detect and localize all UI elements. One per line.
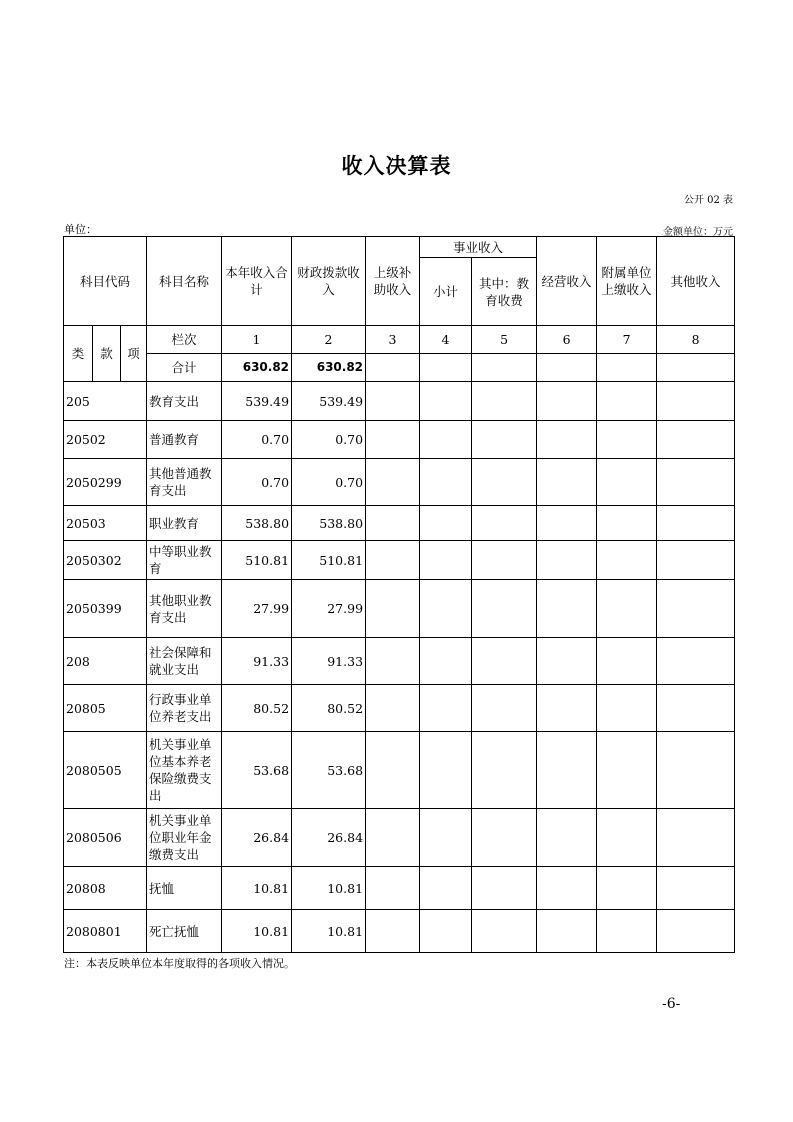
footnote: 注：本表反映单位本年度取得的各项收入情况。	[64, 957, 295, 970]
row-code: 2080505	[64, 732, 147, 809]
empty-cell	[537, 685, 597, 732]
row-name: 死亡抚恤	[147, 910, 222, 953]
empty-cell	[657, 421, 735, 459]
empty-cell	[657, 809, 735, 867]
empty-cell	[657, 459, 735, 506]
empty-cell	[657, 867, 735, 910]
row-total: 80.52	[222, 685, 292, 732]
empty-cell	[420, 459, 472, 506]
table-row	[64, 421, 735, 459]
empty-cell	[537, 382, 597, 421]
table-row	[64, 382, 735, 421]
empty-cell	[657, 732, 735, 809]
col-number: 2	[292, 326, 366, 354]
col-number: 4	[420, 326, 472, 354]
row-fiscal: 539.49	[292, 382, 366, 421]
income-table	[63, 236, 735, 953]
header-item: 项	[121, 326, 147, 382]
empty-cell	[420, 809, 472, 867]
header-education-fees: 其中：教育收费	[472, 258, 537, 326]
row-total: 53.68	[222, 732, 292, 809]
row-code: 205	[64, 382, 147, 421]
row-total: 10.81	[222, 910, 292, 953]
empty-cell	[420, 867, 472, 910]
empty-cell	[597, 809, 657, 867]
empty-cell	[597, 867, 657, 910]
row-code: 2050302	[64, 541, 147, 580]
table-row	[64, 459, 735, 506]
table-code: 公开 02 表	[683, 195, 733, 206]
column-index-label: 栏次	[147, 326, 222, 354]
empty-cell	[597, 541, 657, 580]
row-code: 208	[64, 638, 147, 685]
empty-cell	[657, 506, 735, 541]
total-fiscal-value: 630.82	[292, 354, 366, 382]
empty-cell	[597, 638, 657, 685]
empty-cell	[597, 732, 657, 809]
empty-cell	[472, 506, 537, 541]
empty-cell	[472, 382, 537, 421]
row-fiscal: 53.68	[292, 732, 366, 809]
empty-cell	[366, 809, 420, 867]
empty-cell	[537, 910, 597, 953]
row-fiscal: 91.33	[292, 638, 366, 685]
row-total: 26.84	[222, 809, 292, 867]
header-business-income: 事业收入	[420, 237, 537, 258]
empty-cell	[597, 421, 657, 459]
empty-cell	[472, 809, 537, 867]
row-code: 2050399	[64, 580, 147, 638]
header-subtotal: 小计	[420, 258, 472, 326]
amount-unit: 金额单位：万元	[663, 227, 733, 238]
empty-cell	[657, 638, 735, 685]
row-fiscal: 26.84	[292, 809, 366, 867]
empty-cell	[366, 910, 420, 953]
empty-cell	[537, 732, 597, 809]
empty-cell	[420, 910, 472, 953]
empty-cell	[420, 685, 472, 732]
row-fiscal: 0.70	[292, 459, 366, 506]
empty-cell	[420, 580, 472, 638]
empty-cell	[472, 910, 537, 953]
row-fiscal: 0.70	[292, 421, 366, 459]
total-income-value: 630.82	[222, 354, 292, 382]
row-fiscal: 510.81	[292, 541, 366, 580]
empty-cell	[472, 732, 537, 809]
row-code: 2080506	[64, 809, 147, 867]
table-row	[64, 732, 735, 809]
empty-cell	[657, 685, 735, 732]
empty-cell	[366, 506, 420, 541]
row-code: 20808	[64, 867, 147, 910]
header-subject-name: 科目名称	[147, 237, 222, 326]
row-code: 2050299	[64, 459, 147, 506]
row-total: 538.80	[222, 506, 292, 541]
empty-cell	[366, 638, 420, 685]
empty-cell	[366, 580, 420, 638]
row-fiscal: 538.80	[292, 506, 366, 541]
row-name: 其他职业教育支出	[147, 580, 222, 638]
empty-cell	[597, 580, 657, 638]
empty-cell	[657, 382, 735, 421]
row-total: 91.33	[222, 638, 292, 685]
empty-cell	[597, 506, 657, 541]
empty-cell	[537, 459, 597, 506]
row-name: 社会保障和就业支出	[147, 638, 222, 685]
empty-cell	[366, 867, 420, 910]
col-number: 3	[366, 326, 420, 354]
row-code: 2080801	[64, 910, 147, 953]
empty-cell	[366, 732, 420, 809]
empty-cell	[472, 421, 537, 459]
empty-cell	[657, 580, 735, 638]
empty-cell	[420, 732, 472, 809]
row-name: 普通教育	[147, 421, 222, 459]
row-name: 机关事业单位职业年金缴费支出	[147, 809, 222, 867]
empty-cell	[537, 809, 597, 867]
empty-cell	[420, 638, 472, 685]
empty-cell	[472, 867, 537, 910]
table-row	[64, 809, 735, 867]
empty-cell	[420, 506, 472, 541]
row-total: 27.99	[222, 580, 292, 638]
row-fiscal: 27.99	[292, 580, 366, 638]
row-fiscal: 80.52	[292, 685, 366, 732]
header-other-income: 其他收入	[657, 237, 735, 326]
header-category: 类	[64, 326, 93, 382]
empty-cell	[472, 459, 537, 506]
row-name: 抚恤	[147, 867, 222, 910]
col-number: 6	[537, 326, 597, 354]
header-operating-income: 经营收入	[537, 237, 597, 326]
empty-cell	[597, 685, 657, 732]
empty-cell	[537, 421, 597, 459]
empty-cell	[597, 910, 657, 953]
row-code: 20805	[64, 685, 147, 732]
row-name: 机关事业单位基本养老保险缴费支出	[147, 732, 222, 809]
table-row	[64, 685, 735, 732]
table-row	[64, 910, 735, 953]
header-total-income: 本年收入合计	[222, 237, 292, 326]
table-row	[64, 580, 735, 638]
row-name: 其他普通教育支出	[147, 459, 222, 506]
row-name: 中等职业教育	[147, 541, 222, 580]
empty-cell	[366, 541, 420, 580]
row-name: 教育支出	[147, 382, 222, 421]
page-title: 收入决算表	[341, 154, 452, 178]
header-subject-code: 科目代码	[64, 237, 147, 326]
row-fiscal: 10.81	[292, 910, 366, 953]
unit-label: 单位：	[64, 223, 97, 236]
empty-cell	[597, 382, 657, 421]
row-total: 510.81	[222, 541, 292, 580]
col-number: 5	[472, 326, 537, 354]
empty-cell	[537, 541, 597, 580]
row-fiscal: 10.81	[292, 867, 366, 910]
page-number: -6-	[662, 996, 681, 1012]
row-name: 行政事业单位养老支出	[147, 685, 222, 732]
empty-cell	[366, 459, 420, 506]
empty-cell	[420, 541, 472, 580]
col-number: 8	[657, 326, 735, 354]
row-name: 职业教育	[147, 506, 222, 541]
empty-cell	[597, 459, 657, 506]
row-code: 20503	[64, 506, 147, 541]
empty-cell	[472, 685, 537, 732]
empty-cell	[537, 580, 597, 638]
total-label: 合计	[147, 354, 222, 382]
header-affiliated-income: 附属单位上缴收入	[597, 237, 657, 326]
empty-cell	[537, 867, 597, 910]
header-superior-subsidy: 上级补助收入	[366, 237, 420, 326]
empty-cell	[537, 506, 597, 541]
empty-cell	[537, 638, 597, 685]
header-section: 款	[93, 326, 121, 382]
row-code: 20502	[64, 421, 147, 459]
empty-cell	[472, 638, 537, 685]
empty-cell	[657, 541, 735, 580]
row-total: 0.70	[222, 459, 292, 506]
row-total: 10.81	[222, 867, 292, 910]
table-row	[64, 638, 735, 685]
empty-cell	[472, 541, 537, 580]
empty-cell	[472, 580, 537, 638]
table-row	[64, 506, 735, 541]
col-number: 1	[222, 326, 292, 354]
empty-cell	[366, 685, 420, 732]
row-total: 539.49	[222, 382, 292, 421]
empty-cell	[366, 382, 420, 421]
empty-cell	[420, 421, 472, 459]
empty-cell	[657, 910, 735, 953]
col-number: 7	[597, 326, 657, 354]
header-fiscal-allocation: 财政拨款收入	[292, 237, 366, 326]
row-total: 0.70	[222, 421, 292, 459]
table-row	[64, 867, 735, 910]
table-row	[64, 541, 735, 580]
empty-cell	[420, 382, 472, 421]
empty-cell	[366, 421, 420, 459]
